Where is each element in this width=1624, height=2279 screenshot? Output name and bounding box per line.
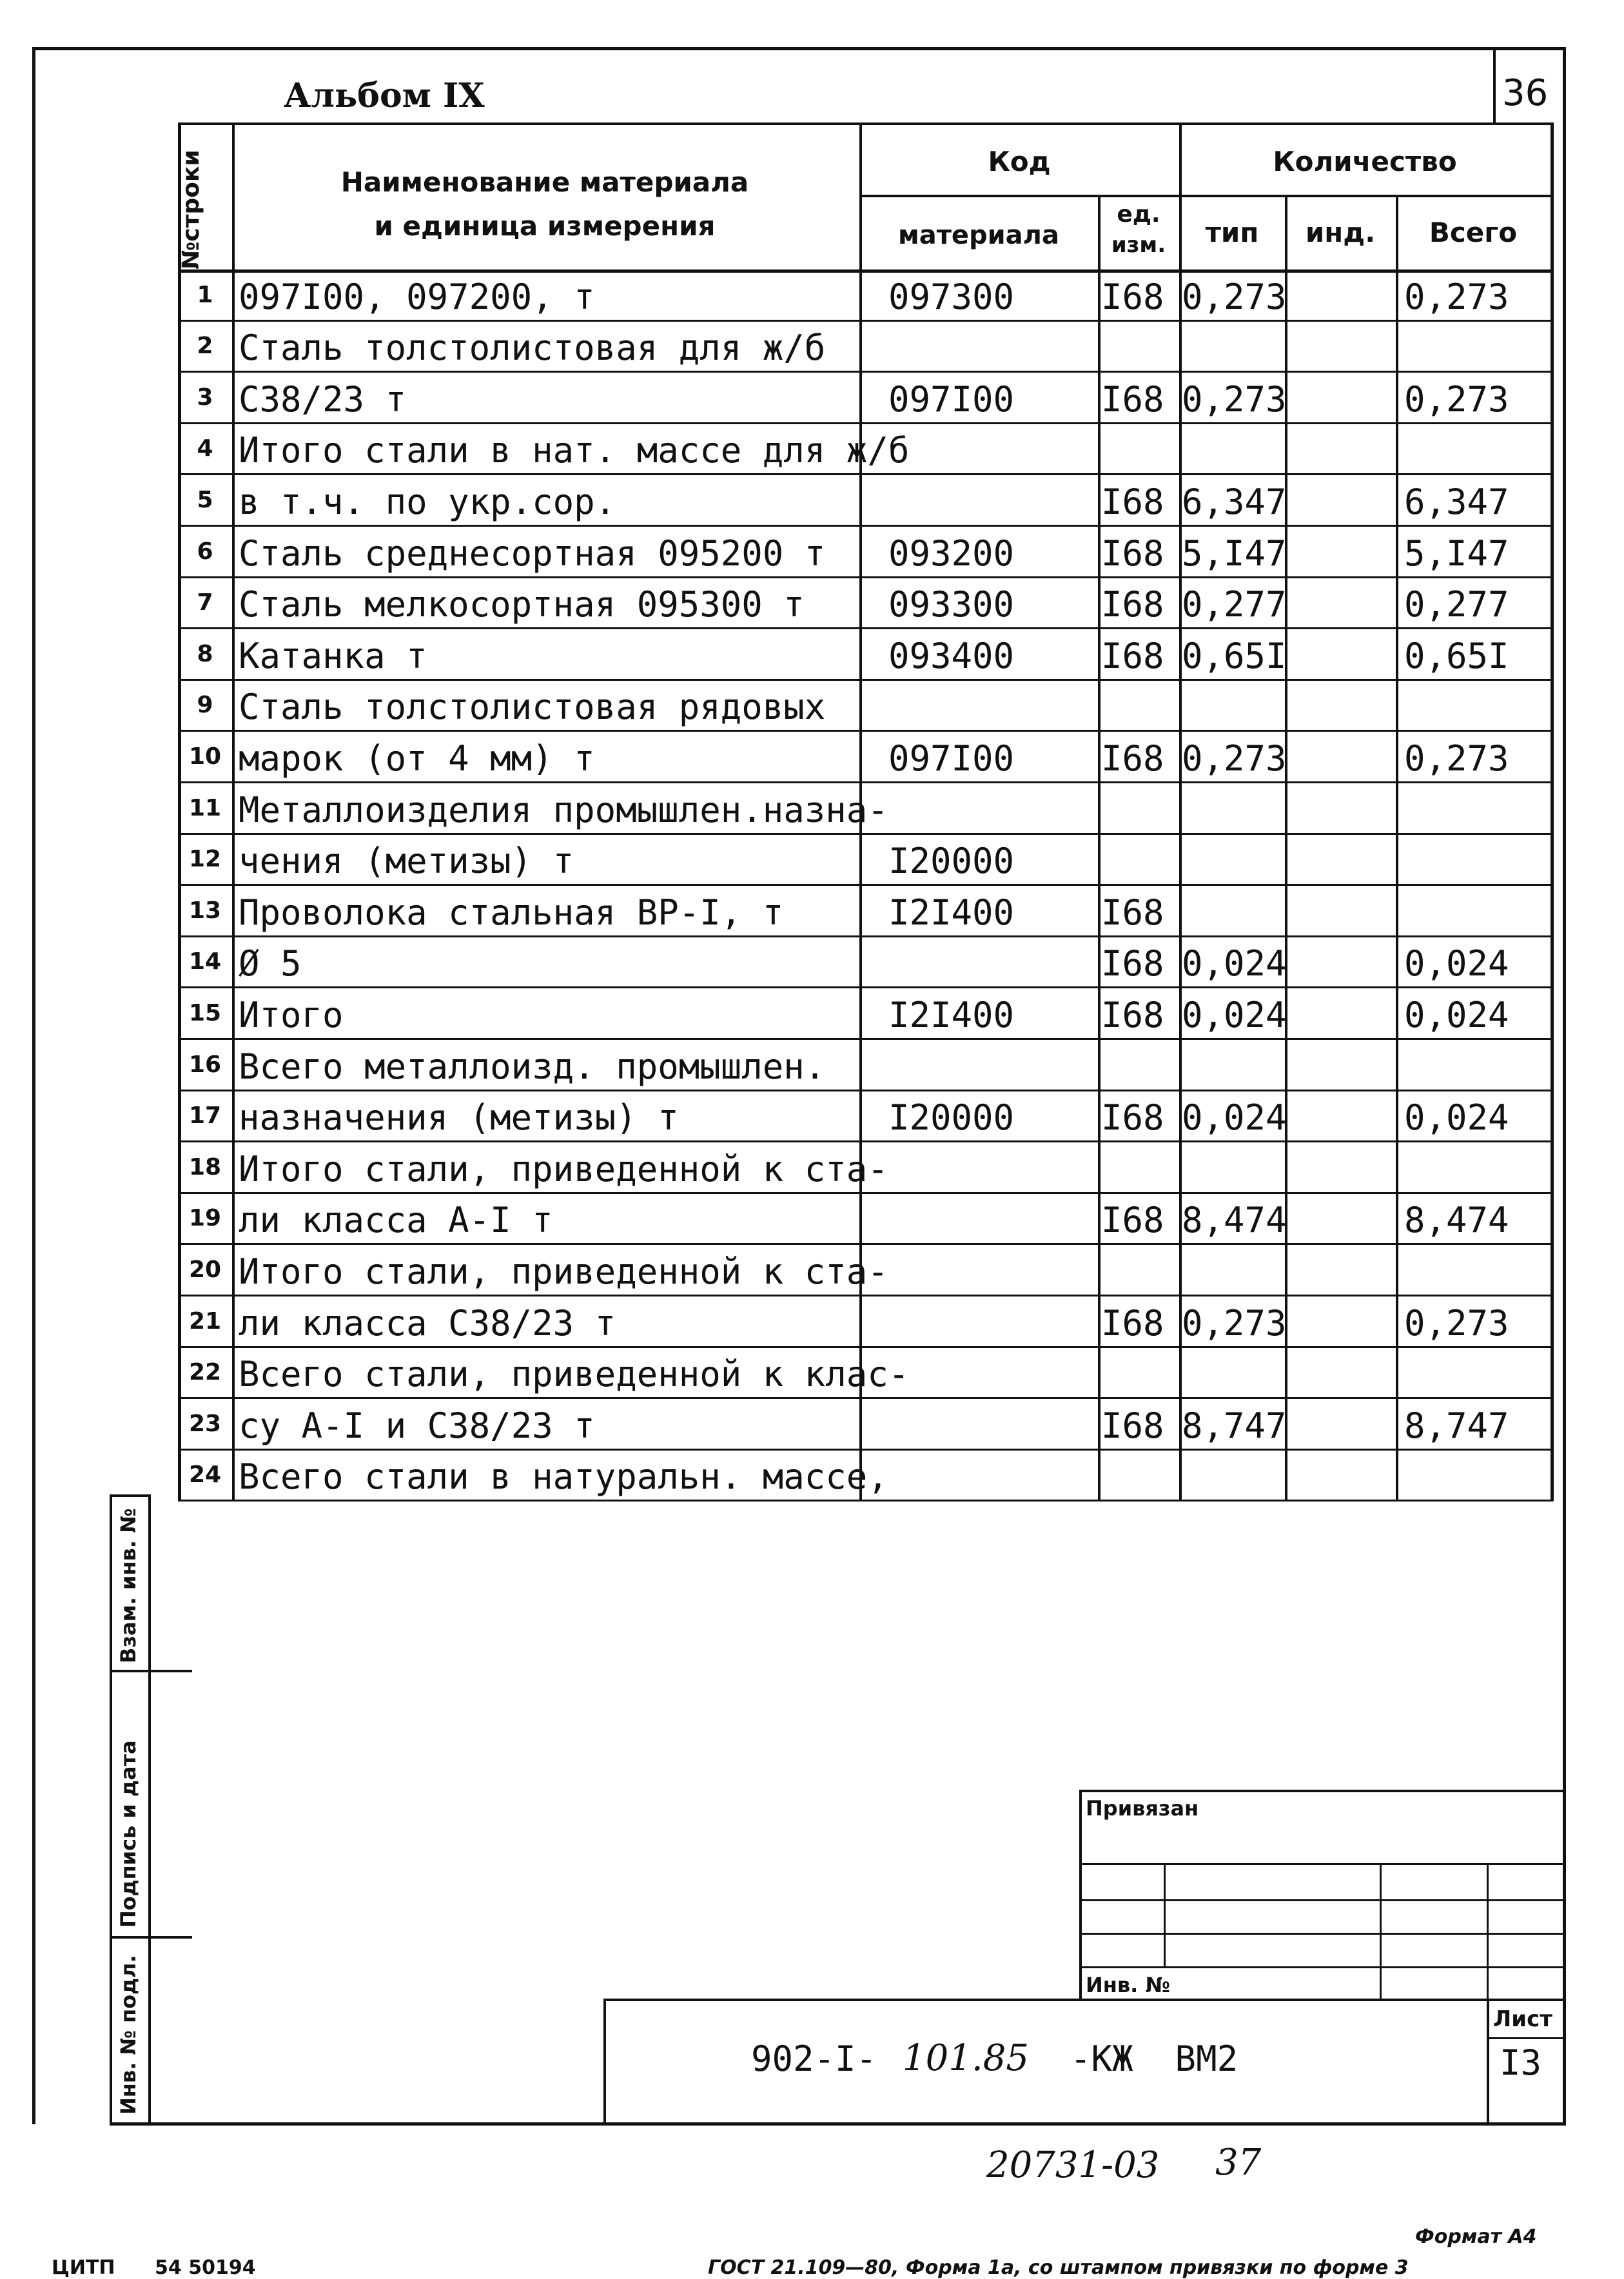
row-line	[178, 627, 1553, 629]
row-name: Всего стали, приведенной к клас-	[239, 1354, 910, 1395]
sheet-number: I3	[1500, 2042, 1542, 2083]
side-strip-mid	[148, 1494, 151, 2124]
doc-code-suffix: -КЖ ВМ2	[1070, 2039, 1238, 2079]
side-strip-div2	[110, 1936, 192, 1939]
row-line	[178, 884, 1553, 886]
row-line	[178, 986, 1553, 988]
row-total-qty: 0,024	[1404, 1097, 1509, 1139]
row-name: Итого	[239, 995, 344, 1035]
row-name: Всего стали в натуральн. массе,	[239, 1456, 888, 1498]
row-line	[178, 576, 1553, 578]
row-name: су А-I и С38/23 т	[239, 1405, 595, 1446]
row-line	[178, 473, 1553, 475]
col-header-unit-1: ед.	[1117, 201, 1160, 228]
titleblock-left	[603, 1999, 606, 2124]
row-type-qty: 0,273	[1182, 738, 1287, 779]
row-type-qty: 0,277	[1182, 584, 1287, 625]
page-bottom-number: 37	[1215, 2142, 1262, 2184]
stamp-left	[1079, 1790, 1082, 2001]
row-number: 8	[197, 640, 213, 667]
row-line	[178, 1140, 1553, 1142]
row-name: Проволока стальная ВР-I, т	[239, 892, 784, 933]
row-total-qty: 0,273	[1404, 1302, 1509, 1344]
stamp-vline-3	[1487, 1863, 1489, 2001]
row-line	[178, 1090, 1553, 1091]
col-header-name-1: Наименование материала	[340, 166, 749, 198]
row-unit-code: I68	[1101, 1097, 1164, 1139]
row-type-qty: 0,273	[1182, 276, 1287, 317]
row-line	[178, 1243, 1553, 1245]
row-type-qty: 0,273	[1182, 378, 1287, 420]
row-total-qty: 0,273	[1404, 738, 1509, 779]
row-name: марок (от 4 мм) т	[239, 738, 595, 779]
row-line	[178, 730, 1553, 732]
row-number: 5	[197, 487, 213, 513]
album-title: Альбом IX	[284, 76, 485, 115]
row-name: Итого стали в нат. массе для ж/б	[239, 430, 910, 471]
row-number: 13	[188, 897, 222, 924]
stamp-privyazan: Привязан	[1086, 1796, 1199, 1821]
row-type-qty: 0,65I	[1182, 635, 1287, 676]
row-line	[178, 525, 1553, 527]
row-unit-code: I68	[1101, 1302, 1164, 1344]
row-name: Ø 5	[239, 943, 302, 984]
row-number: 16	[188, 1051, 222, 1078]
footer-gost: ГОСТ 21.109—80, Форма 1а, со штампом привязки по форме 3	[708, 2256, 1409, 2279]
row-material-code: 093200	[888, 533, 1015, 574]
row-material-code: 093400	[888, 635, 1015, 676]
row-line	[178, 1500, 1553, 1501]
row-unit-code: I68	[1101, 1405, 1164, 1446]
side-strip-top	[110, 1494, 151, 1497]
row-line	[178, 679, 1553, 681]
frame-right	[1563, 47, 1566, 2124]
row-total-qty: 0,024	[1404, 943, 1509, 984]
doc-code-prefix: 902-I-	[751, 2039, 877, 2079]
frame-bottom	[110, 2122, 1566, 2126]
row-number: 9	[197, 692, 213, 719]
stamp-line-2	[1079, 1899, 1566, 1901]
stamp-top	[1079, 1790, 1566, 1792]
row-unit-code: I68	[1101, 738, 1164, 779]
col-header-code: Код	[988, 146, 1051, 177]
side-strip-left	[110, 1494, 112, 2124]
footer-org-number: 54 50194	[155, 2256, 256, 2279]
row-name: ли класса С38/23 т	[239, 1302, 616, 1344]
row-number: 20	[188, 1257, 222, 1283]
row-material-code: I20000	[888, 1097, 1015, 1139]
row-line	[178, 1295, 1553, 1296]
row-material-code: 097300	[888, 276, 1015, 317]
row-number: 10	[188, 743, 222, 770]
row-type-qty: 0,024	[1182, 1097, 1287, 1139]
stamp-line-3	[1079, 1933, 1566, 1935]
row-name: Сталь мелкосортная 095300 т	[239, 584, 805, 625]
row-unit-code: I68	[1101, 482, 1164, 522]
titleblock-sheet-mid	[1487, 2037, 1564, 2039]
row-number: 23	[188, 1410, 222, 1437]
row-total-qty: 0,65I	[1404, 635, 1509, 676]
row-line	[178, 320, 1553, 322]
col-header-ind: инд.	[1305, 217, 1376, 248]
row-line	[178, 935, 1553, 937]
row-name: чения (метизы) т	[239, 841, 574, 882]
stamp-line-1	[1079, 1863, 1566, 1865]
row-unit-code: I68	[1101, 378, 1164, 420]
footer-org: ЦИТП	[52, 2256, 115, 2279]
row-unit-code: I68	[1101, 1200, 1164, 1241]
row-name: в т.ч. по укр.сор.	[239, 482, 616, 522]
table-top-line	[178, 122, 1553, 125]
row-line	[178, 1192, 1553, 1194]
side-label-inv: Инв. № подл.	[116, 1955, 141, 2115]
row-material-code: I2I400	[888, 892, 1015, 933]
row-unit-code: I68	[1101, 276, 1164, 317]
col-header-type: тип	[1205, 217, 1259, 248]
stamp-inv-no: Инв. №	[1086, 1973, 1170, 1997]
row-unit-code: I68	[1101, 584, 1164, 625]
stamp-line-4	[1079, 1966, 1566, 1968]
row-material-code: 097I00	[888, 738, 1015, 779]
row-line	[178, 781, 1553, 783]
doc-code-handwritten: 101.85	[903, 2037, 1029, 2079]
row-number: 17	[188, 1102, 222, 1130]
col-header-name-2: и единица измерения	[374, 210, 716, 242]
row-material-code: 093300	[888, 584, 1015, 625]
row-unit-code: I68	[1101, 995, 1164, 1035]
row-name: Сталь толстолистовая для ж/б	[239, 328, 826, 369]
row-number: 21	[188, 1307, 222, 1335]
row-name: Металлоизделия промышлен.назна-	[239, 789, 888, 830]
row-name: Сталь среднесортная 095200 т	[239, 533, 826, 574]
row-total-qty: 5,I47	[1404, 533, 1509, 574]
row-line	[178, 371, 1553, 373]
col-line-total	[1396, 195, 1398, 1501]
row-total-qty: 0,273	[1404, 276, 1509, 317]
footer-format: Формат А4	[1415, 2225, 1537, 2248]
row-unit-code: I68	[1101, 635, 1164, 676]
handwritten-number: 20731-03	[986, 2144, 1160, 2186]
row-name: 097I00, 097200, т	[239, 276, 595, 317]
row-line	[178, 1397, 1553, 1399]
row-material-code: 097I00	[888, 378, 1015, 420]
stamp-vline-1	[1164, 1863, 1166, 1966]
row-total-qty: 6,347	[1404, 482, 1509, 522]
row-unit-code: I68	[1101, 533, 1164, 574]
row-unit-code: I68	[1101, 943, 1164, 984]
row-number: 6	[197, 538, 213, 565]
header-mid-line	[859, 195, 1551, 197]
row-type-qty: 5,I47	[1182, 533, 1287, 574]
row-line	[178, 833, 1553, 835]
row-unit-code: I68	[1101, 892, 1164, 933]
row-line	[178, 422, 1553, 424]
page-number-box-left	[1493, 47, 1496, 123]
row-number: 15	[188, 1000, 222, 1026]
row-type-qty: 0,024	[1182, 943, 1287, 984]
row-number: 22	[188, 1359, 222, 1386]
row-name: Сталь толстолистовая рядовых	[239, 687, 826, 728]
sheet-label: Лист	[1493, 2006, 1552, 2032]
row-name: назначения (метизы) т	[239, 1097, 679, 1139]
row-number: 3	[197, 384, 213, 411]
row-name: Итого стали, приведенной к ста-	[239, 1148, 888, 1189]
row-name: Катанка т	[239, 635, 427, 676]
row-material-code: I20000	[888, 841, 1015, 882]
col-header-total: Всего	[1429, 217, 1518, 248]
row-type-qty: 6,347	[1182, 482, 1287, 522]
row-name: С38/23 т	[239, 378, 407, 420]
row-total-qty: 8,474	[1404, 1200, 1509, 1241]
titleblock-top	[603, 1999, 1566, 2001]
row-total-qty: 0,273	[1404, 378, 1509, 420]
col-header-unit-2: изм.	[1111, 232, 1166, 258]
row-line	[178, 1449, 1553, 1451]
row-total-qty: 8,747	[1404, 1405, 1509, 1446]
row-number: 18	[188, 1153, 222, 1180]
row-name: ли класса А-I т	[239, 1200, 553, 1241]
row-number: 7	[197, 589, 213, 616]
row-number: 24	[188, 1462, 222, 1489]
col-header-row-no: №строки	[178, 150, 204, 269]
row-line	[178, 1346, 1553, 1348]
stamp-vline-2	[1380, 1863, 1382, 2001]
side-label-podpis: Подпись и дата	[116, 1740, 141, 1928]
row-number: 19	[188, 1205, 222, 1232]
frame-left	[32, 47, 35, 2124]
page-number: 36	[1502, 72, 1549, 114]
row-number: 12	[188, 846, 222, 873]
row-type-qty: 0,273	[1182, 1302, 1287, 1344]
row-number: 4	[197, 435, 213, 462]
row-line	[178, 1038, 1553, 1040]
row-material-code: I2I400	[888, 995, 1015, 1035]
col-header-quantity: Количество	[1273, 146, 1457, 177]
row-number: 1	[197, 281, 213, 308]
row-number: 14	[188, 948, 222, 975]
header-bottom-line	[178, 269, 1553, 273]
row-total-qty: 0,277	[1404, 584, 1509, 625]
side-label-vzam: Взам. инв. №	[116, 1508, 141, 1663]
row-number: 11	[188, 794, 222, 821]
row-name: Всего металлоизд. промышлен.	[239, 1046, 826, 1087]
row-total-qty: 0,024	[1404, 995, 1509, 1035]
col-header-material: материала	[898, 220, 1059, 250]
row-type-qty: 8,747	[1182, 1405, 1287, 1446]
row-name: Итого стали, приведенной к ста-	[239, 1251, 888, 1292]
side-strip-div1	[110, 1670, 192, 1672]
col-line-unit	[1098, 195, 1101, 1501]
titleblock-sheet-left	[1487, 1999, 1489, 2124]
row-type-qty: 8,474	[1182, 1200, 1287, 1241]
row-type-qty: 0,024	[1182, 995, 1287, 1035]
frame-top	[32, 47, 1565, 50]
row-number: 2	[197, 333, 213, 360]
